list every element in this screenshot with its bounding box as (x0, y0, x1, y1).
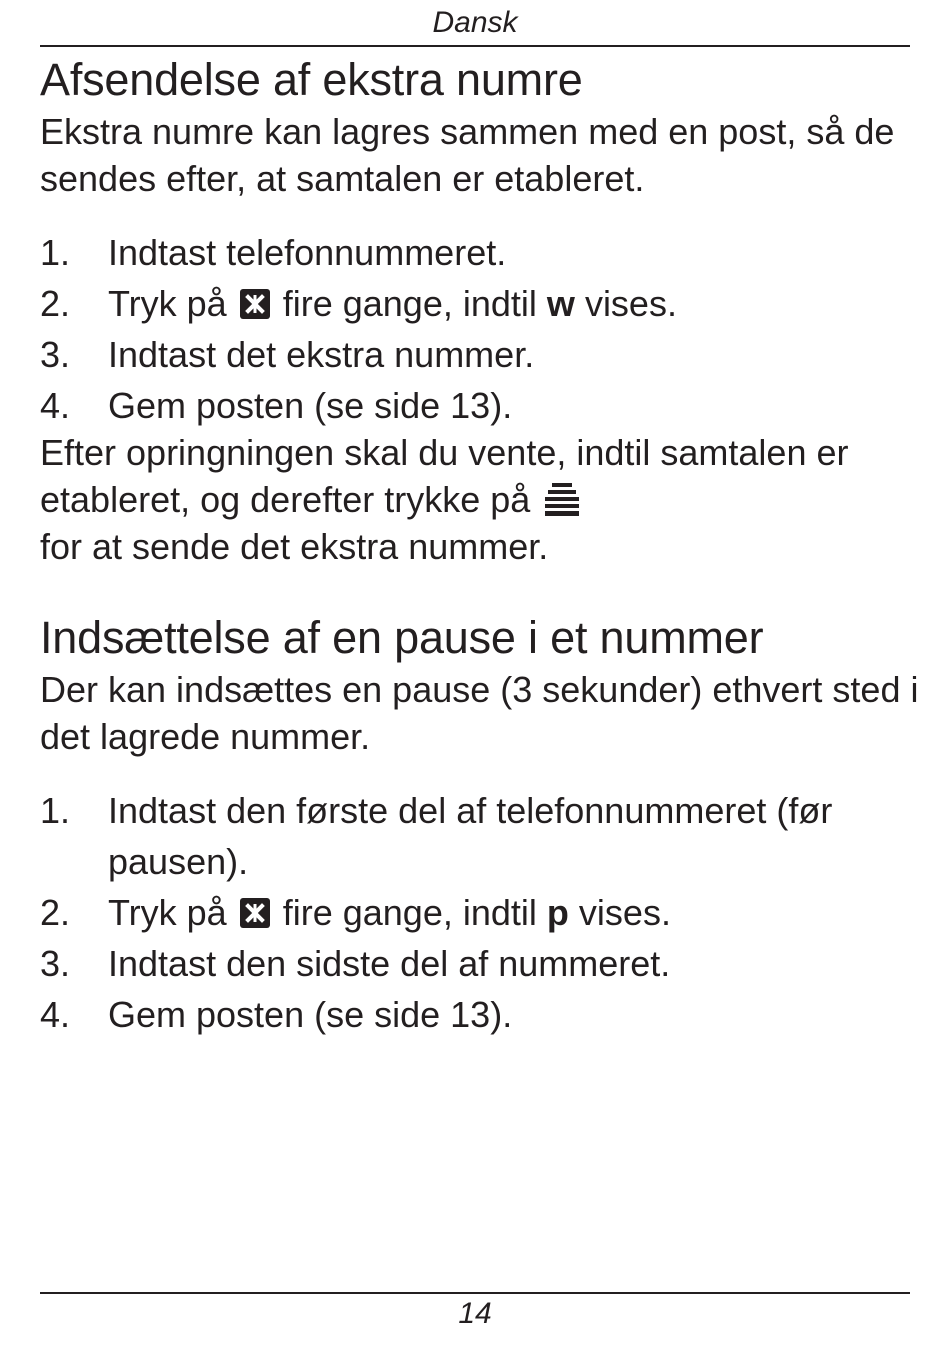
after-text-post: for at sende det ekstra nummer. (40, 526, 549, 567)
section-extra-numbers (40, 52, 920, 570)
steps-list (40, 785, 920, 1040)
header-rule (40, 45, 910, 47)
step-number: 2. (40, 283, 71, 324)
footer-rule (40, 1292, 910, 1294)
after-text-pre: Efter opringningen skal du vente, indtil samtalen er etableret, og derefter trykke på (40, 432, 849, 520)
step-text-pre: Tryk på (108, 283, 227, 324)
step-number: 4. (40, 385, 71, 426)
step-number: 2. (40, 892, 71, 933)
list-item (40, 887, 920, 938)
step-number: 4. (40, 994, 71, 1035)
step-text-mid: fire gange, indtil (282, 283, 537, 324)
step-number: 3. (40, 943, 71, 984)
list-item (40, 329, 920, 380)
step-text: Gem posten (se side 13). (108, 385, 513, 426)
step-text-bold: p (546, 892, 569, 933)
list-item (40, 227, 920, 278)
section-title: Afsendelse af ekstra numre (40, 54, 583, 105)
step-text: Indtast telefonnummeret. (108, 232, 507, 273)
section-title: Indsættelse af en pause i et nummer (40, 612, 764, 663)
step-text-pre: Tryk på (108, 892, 227, 933)
page-number: 14 (458, 1297, 492, 1330)
step-text-post: vises. (578, 892, 671, 933)
step-text-post: vises. (584, 283, 677, 324)
list-item (40, 278, 920, 329)
step-text: Indtast den sidste del af nummeret. (108, 943, 671, 984)
section-pause (40, 610, 920, 1040)
manual-page (40, 0, 919, 1345)
list-item (40, 380, 920, 431)
section-intro: Der kan indsættes en pause (3 sekunder) ethvert sted i det lagrede nummer. (40, 669, 919, 757)
step-text-bold: w (546, 283, 575, 324)
running-head: Dansk (432, 6, 518, 39)
step-number: 1. (40, 790, 71, 831)
section-intro: Ekstra numre kan lagres sammen med en post, så de sendes efter, at samtalen er etableret. (40, 111, 895, 199)
step-text (108, 887, 920, 938)
step-number: 1. (40, 232, 71, 273)
star-key-icon (240, 289, 270, 319)
step-text-mid: fire gange, indtil (282, 892, 537, 933)
list-item (40, 785, 920, 887)
list-item (40, 989, 920, 1040)
step-text (108, 278, 920, 329)
steps-list (40, 227, 920, 431)
star-key-icon (240, 898, 270, 928)
step-text: Indtast det ekstra nummer. (108, 334, 535, 375)
list-item (40, 938, 920, 989)
step-number: 3. (40, 334, 71, 375)
step-text: Indtast den første del af telefonnummeret (før pausen). (108, 790, 833, 882)
step-text: Gem posten (se side 13). (108, 994, 513, 1035)
menu-key-icon (544, 483, 580, 517)
after-paragraph (40, 429, 920, 570)
